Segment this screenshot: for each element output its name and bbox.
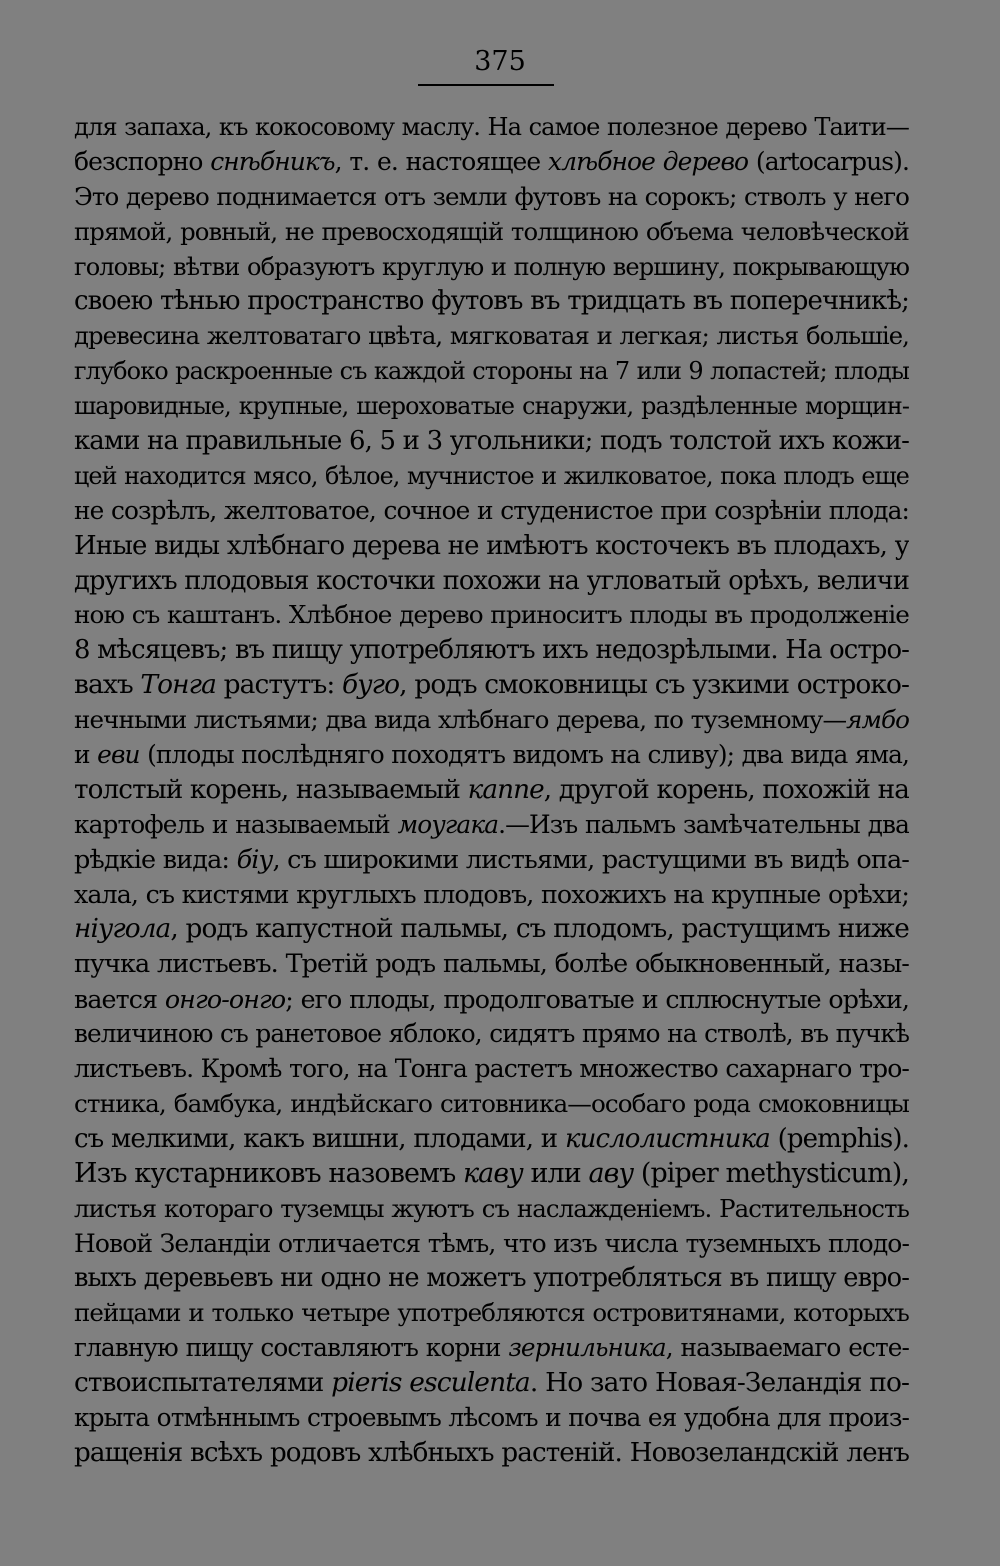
text-line xyxy=(74,564,909,599)
text-segment: древесина желтоватаго цвѣта, мягковатая и легкая; листья большіе, xyxy=(74,321,909,351)
text-segment: своею тѣнью пространство футовъ въ тридцать въ поперечникѣ; xyxy=(74,286,909,317)
text-segment: другихъ плодовыя косточки похожи на угловатый орѣхъ, величи xyxy=(74,565,909,596)
text-line xyxy=(74,1052,909,1087)
text-segment: и xyxy=(74,740,98,770)
text-segment: вается xyxy=(74,984,165,1015)
italic-term: зернильника xyxy=(508,1333,666,1363)
text-segment: выхъ деревьевъ ни одно не можетъ употребляться въ пищу евро- xyxy=(74,1263,909,1294)
text-line xyxy=(74,215,909,250)
text-line xyxy=(74,1261,909,1296)
italic-term: каппе xyxy=(467,774,544,805)
text-segment: Иные виды хлѣбнаго дерева не имѣютъ косточекъ въ плодахъ, у xyxy=(74,530,909,561)
text-segment: для запаха, къ кокосовому маслу. На самое полезное дерево Таити— xyxy=(74,113,909,141)
italic-term: еви xyxy=(97,740,140,770)
italic-term: ямбо xyxy=(846,705,909,735)
text-segment: (pemphis). xyxy=(769,1123,909,1154)
text-segment: цей находится мясо, бѣлое, мучнистое и жилковатое, пока плодъ еще xyxy=(74,461,909,490)
text-line xyxy=(74,1227,909,1262)
text-line xyxy=(74,110,909,145)
text-line xyxy=(74,947,909,982)
text-segment: ками на правильные 6, 5 и 3 угольники; подъ толстой ихъ кожи- xyxy=(74,426,909,457)
text-line xyxy=(74,250,909,285)
text-segment: Новой Зеландіи отличается тѣмъ, что изъ числа туземныхъ плодо- xyxy=(74,1228,909,1258)
text-segment: пучка листьевъ. Третій родъ пальмы, болѣе обыкновенный, назы- xyxy=(74,949,909,980)
italic-term: біу xyxy=(236,844,273,875)
text-segment: вахъ xyxy=(74,669,141,701)
text-line xyxy=(74,738,909,773)
text-segment: , съ широкими листьями, растущими въ видѣ опа- xyxy=(272,844,909,875)
text-line xyxy=(74,703,909,738)
text-line xyxy=(74,773,909,808)
text-segment: головы; вѣтви образуютъ круглую и полную вершину, покрывающую xyxy=(74,252,909,281)
text-line xyxy=(74,494,909,529)
text-segment: толстый корень, называемый xyxy=(74,774,468,805)
text-line xyxy=(74,459,909,494)
text-line xyxy=(74,598,909,633)
text-line xyxy=(74,1331,909,1366)
body-text xyxy=(74,110,909,1471)
text-segment: (piper methysticum), xyxy=(633,1157,909,1189)
text-segment: , называемаго есте- xyxy=(665,1333,909,1363)
text-line xyxy=(74,982,909,1017)
italic-term: снѣбникъ xyxy=(210,146,335,176)
italic-term: моугака xyxy=(397,809,499,839)
text-segment: шаровидные, крупные, шероховатые снаружи, раздѣленные морщин- xyxy=(74,392,909,421)
text-segment: нечными листьями; два вида хлѣбнаго дерева, по туземному— xyxy=(74,705,847,735)
text-segment: ствоиспытателями xyxy=(74,1367,332,1399)
page-number: 375 xyxy=(474,46,526,77)
text-segment: , родъ смоковницы съ узкими остроко- xyxy=(399,669,909,701)
text-segment: величиною съ ранетовое яблоко, сидятъ прямо на стволѣ, въ пучкѣ xyxy=(74,1019,909,1049)
text-segment: растутъ: xyxy=(215,669,343,701)
text-segment: ращенія всѣхъ родовъ хлѣбныхъ растеній. Новозеландскій ленъ xyxy=(74,1437,909,1468)
text-segment: главную пищу составляютъ корни xyxy=(74,1333,509,1363)
text-line xyxy=(74,843,909,878)
page-number-rule xyxy=(418,84,554,86)
text-line xyxy=(74,180,909,215)
italic-term: кислолистника xyxy=(564,1123,770,1154)
text-line xyxy=(74,529,909,564)
text-segment: Это дерево поднимается отъ земли футовъ на сорокъ; стволъ у него xyxy=(74,181,909,211)
text-segment: . Но зато Новая-Зеландія по- xyxy=(529,1367,909,1399)
text-segment: , другой корень, похожій на xyxy=(543,774,909,805)
text-line xyxy=(74,1436,909,1471)
italic-term: pieris esculenta xyxy=(331,1367,530,1399)
text-segment: листья котораго туземцы жуютъ съ наслажденіемъ. Растительность xyxy=(74,1193,909,1223)
italic-term: Тонга xyxy=(140,669,216,701)
text-segment: картофель и называемый xyxy=(74,809,398,839)
text-line xyxy=(74,1157,909,1192)
text-line xyxy=(74,1192,909,1227)
text-segment: пейцами и только четыре употребляются островитянами, которыхъ xyxy=(74,1298,909,1328)
text-line xyxy=(74,912,909,947)
text-segment: (плоды послѣдняго походятъ видомъ на сливу); два вида яма, xyxy=(139,740,909,770)
text-segment: крыта отмѣннымъ строевымъ лѣсомъ и почва ея удобна для произ- xyxy=(74,1402,909,1432)
italic-term: хлѣбное дерево xyxy=(547,146,749,176)
text-line xyxy=(74,878,909,913)
text-line xyxy=(74,1366,909,1401)
text-segment: , родъ капустной пальмы, съ плодомъ, растущимъ ниже xyxy=(170,914,909,945)
text-line xyxy=(74,319,909,354)
italic-term: ніугола xyxy=(74,914,171,945)
text-line xyxy=(74,633,909,668)
text-line xyxy=(74,1017,909,1052)
text-line xyxy=(74,668,909,703)
text-line xyxy=(74,1401,909,1436)
text-segment: безспорно xyxy=(74,146,211,176)
text-line xyxy=(74,1087,909,1122)
text-segment: рѣдкіе вида: xyxy=(74,844,237,875)
text-segment: глубоко раскроенные съ каждой стороны на 7 или 9 лопастей; плоды xyxy=(74,357,909,386)
text-line xyxy=(74,1122,909,1157)
text-segment: съ мелкими, какъ вишни, плодами, и xyxy=(74,1123,565,1154)
text-segment: стника, бамбука, индѣйскаго ситовника—особаго рода смоковницы xyxy=(74,1088,909,1118)
text-line xyxy=(74,424,909,459)
italic-term: онго-онго xyxy=(164,984,286,1015)
text-segment: или xyxy=(522,1157,589,1189)
text-segment: не созрѣлъ, желтоватое, сочное и студенистое при созрѣніи плода: xyxy=(74,495,909,525)
italic-term: аву xyxy=(588,1157,634,1189)
text-segment: прямой, ровный, не превосходящій толщиною объема человѣческой xyxy=(74,216,909,246)
text-line xyxy=(74,1296,909,1331)
text-segment: хала, съ кистями круглыхъ плодовъ, похожихъ на крупные орѣхи; xyxy=(74,879,909,909)
text-line xyxy=(74,808,909,843)
text-line xyxy=(74,284,909,319)
text-segment: ; его плоды, продолговатые и сплюснутые орѣхи, xyxy=(285,984,909,1015)
text-segment: ною съ каштанъ. Хлѣбное дерево приноситъ плоды въ продолженіе xyxy=(74,600,909,630)
text-line xyxy=(74,354,909,389)
italic-term: буго xyxy=(342,669,400,701)
text-line xyxy=(74,145,909,180)
text-line xyxy=(74,389,909,424)
text-segment: 8 мѣсяцевъ; въ пищу употребляютъ ихъ недозрѣлыми. На остро- xyxy=(74,635,909,666)
text-segment: (artocarpus). xyxy=(748,146,909,176)
italic-term: каву xyxy=(462,1157,523,1189)
text-segment: .—Изъ пальмъ замѣчательны два xyxy=(498,809,909,839)
text-segment: листьевъ. Кромѣ того, на Тонга растетъ множество сахарнаго тро- xyxy=(74,1054,909,1084)
text-segment: , т. е. настоящее xyxy=(334,146,548,176)
text-segment: Изъ кустарниковъ назовемъ xyxy=(74,1157,463,1189)
